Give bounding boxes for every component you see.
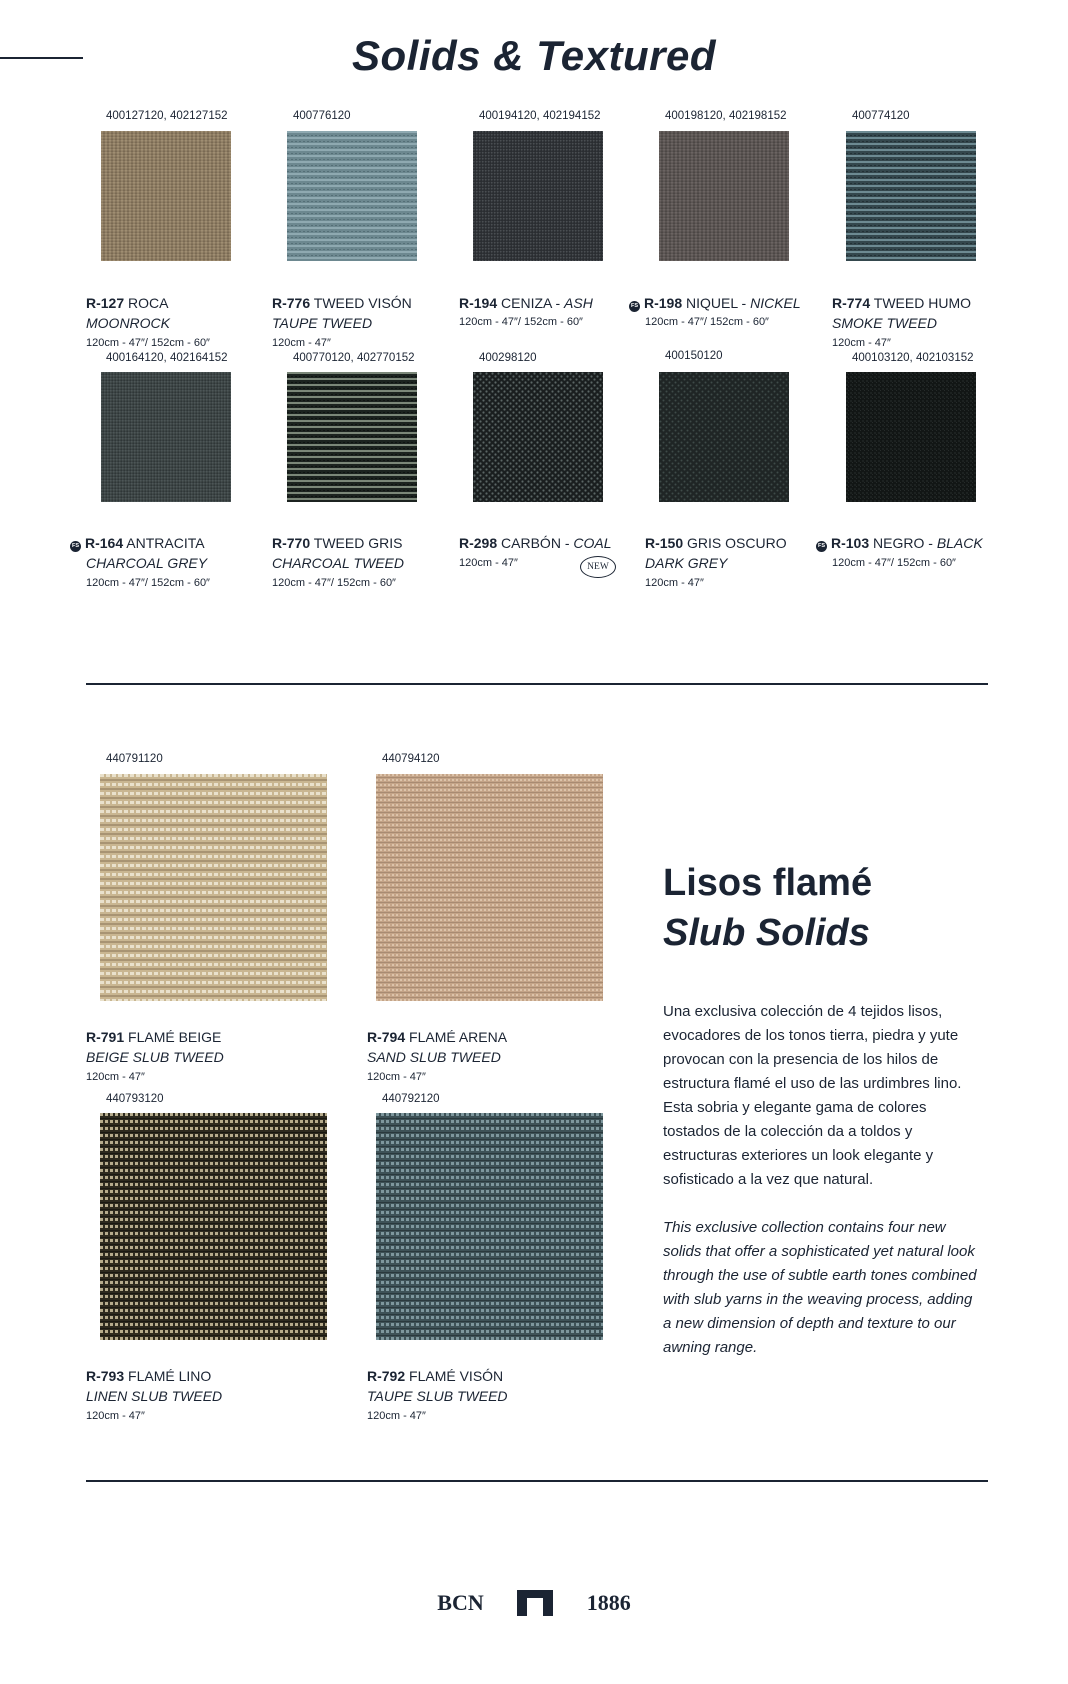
product-name: R-127 ROCA <box>86 295 169 311</box>
product-code: 400776120 <box>293 110 351 122</box>
fabric-swatch-r164 <box>101 372 231 502</box>
description-en: This exclusive collection contains four new solids that offer a sophisticated yet natural look through the use of subtle earth tones combined with slub yarns in the weaving process, adding a new dimension of depth and texture to our awning range. <box>663 1219 977 1356</box>
product-width: 120cm - 47″ <box>832 337 891 349</box>
product-name: R-150 GRIS OSCURO <box>645 535 787 551</box>
section-divider <box>86 683 988 685</box>
product-name-en: CHARCOAL GREY <box>86 555 208 571</box>
product-name: R-774 TWEED HUMO <box>832 295 971 311</box>
fabric-swatch-r793 <box>100 1113 327 1340</box>
product-name-en: MOONROCK <box>86 315 170 331</box>
fabric-swatch-r794 <box>376 774 603 1001</box>
product-name: R-792 FLAMÉ VISÓN <box>367 1368 504 1384</box>
fabric-swatch-r103 <box>846 372 976 502</box>
product-name-en: SMOKE TWEED <box>832 315 938 331</box>
product-width: 120cm - 47″ <box>645 577 704 589</box>
product-name: FS R-103 NEGRO - BLACK <box>817 535 983 551</box>
section-title <box>663 858 872 958</box>
product-name: R-194 CENIZA - ASH <box>459 295 593 311</box>
product-width: 120cm - 47″ <box>459 557 518 569</box>
product-code: 440793120 <box>106 1093 164 1105</box>
product-width: 120cm - 47″/ 152cm - 60″ <box>272 577 396 589</box>
fabric-swatch-r194 <box>473 131 603 261</box>
product-width: 120cm - 47″/ 152cm - 60″ <box>459 316 583 328</box>
fabric-swatch-r770 <box>287 372 417 502</box>
description-es: Una exclusiva colección de 4 tejidos lisos, evocadores de los tonos tierra, piedra y yute provocan con la presencia de los hilos de estructura flamé el uso de las urdimbres lino. Esta sobria y elegante gama de colores tostados de la colección da a toldos y estructuras exteriores un look elegante y sofisticado a la vez que natural. <box>663 1003 962 1188</box>
product-name-en: BEIGE SLUB TWEED <box>86 1049 224 1065</box>
fabric-swatch-r776 <box>287 131 417 261</box>
fabric-swatch-r198 <box>659 131 789 261</box>
product-width: 120cm - 47″ <box>272 337 331 349</box>
product-name: R-793 FLAMÉ LINO <box>86 1368 212 1384</box>
product-width: 120cm - 47″/ 152cm - 60″ <box>86 577 210 589</box>
product-code: 400194120, 402194152 <box>479 110 601 122</box>
product-code: 400774120 <box>852 110 910 122</box>
product-name: FS R-164 ANTRACITA <box>71 535 205 551</box>
product-name: R-770 TWEED GRIS <box>272 535 403 551</box>
product-name-en: LINEN SLUB TWEED <box>86 1388 223 1404</box>
product-code: 400198120, 402198152 <box>665 110 787 122</box>
fabric-swatch-r792 <box>376 1113 603 1340</box>
product-code: 400103120, 402103152 <box>852 352 974 364</box>
product-name-en: SAND SLUB TWEED <box>367 1049 501 1065</box>
product-width: 120cm - 47″ <box>367 1071 426 1083</box>
footer-bcn: BCN <box>437 1590 484 1615</box>
product-code: 440791120 <box>106 753 163 765</box>
product-name: FS R-198 NIQUEL - NICKEL <box>630 295 801 311</box>
product-width: 120cm - 47″/ 152cm - 60″ <box>86 337 210 349</box>
product-code: 400770120, 402770152 <box>293 352 415 364</box>
fabric-swatch-r774 <box>846 131 976 261</box>
section-divider <box>86 1480 988 1482</box>
product-width: 120cm - 47″/ 152cm - 60″ <box>832 557 956 569</box>
footer-year: 1886 <box>586 1590 631 1615</box>
fabric-swatch-r127 <box>101 131 231 261</box>
new-badge: NEW <box>580 556 616 578</box>
product-name-en: DARK GREY <box>645 555 728 571</box>
fs-certified-icon: FS <box>629 301 640 312</box>
section-title-es: Lisos flamé <box>663 862 873 904</box>
page-title: Solids & Textured <box>351 32 716 79</box>
product-width: 120cm - 47″ <box>86 1071 145 1083</box>
brand-footer <box>0 1588 1068 1618</box>
fabric-swatch-r150 <box>659 372 789 502</box>
product-width: 120cm - 47″ <box>86 1410 145 1422</box>
product-name: R-298 CARBÓN - COAL <box>459 535 612 551</box>
product-code: 400150120 <box>665 350 723 362</box>
product-width: 120cm - 47″ <box>367 1410 426 1422</box>
product-code: 400298120 <box>479 352 537 364</box>
product-name-en: CHARCOAL TWEED <box>272 555 404 571</box>
product-name-en: TAUPE TWEED <box>272 315 373 331</box>
fabric-swatch-r298 <box>473 372 603 502</box>
fabric-swatch-r791 <box>100 774 327 1001</box>
product-name: R-791 FLAMÉ BEIGE <box>86 1029 222 1045</box>
product-code: 400127120, 402127152 <box>106 110 228 122</box>
product-name-en: TAUPE SLUB TWEED <box>367 1388 508 1404</box>
product-code: 400164120, 402164152 <box>106 352 228 364</box>
fs-certified-icon: FS <box>70 541 81 552</box>
product-code: 440792120 <box>382 1093 440 1105</box>
fs-certified-icon: FS <box>816 541 827 552</box>
product-width: 120cm - 47″/ 152cm - 60″ <box>645 316 769 328</box>
product-name: R-794 FLAMÉ ARENA <box>367 1029 508 1045</box>
section-title-en: Slub Solids <box>663 912 870 954</box>
product-code: 440794120 <box>382 753 440 765</box>
brand-logo-icon <box>515 1588 555 1618</box>
product-name: R-776 TWEED VISÓN <box>272 295 412 311</box>
